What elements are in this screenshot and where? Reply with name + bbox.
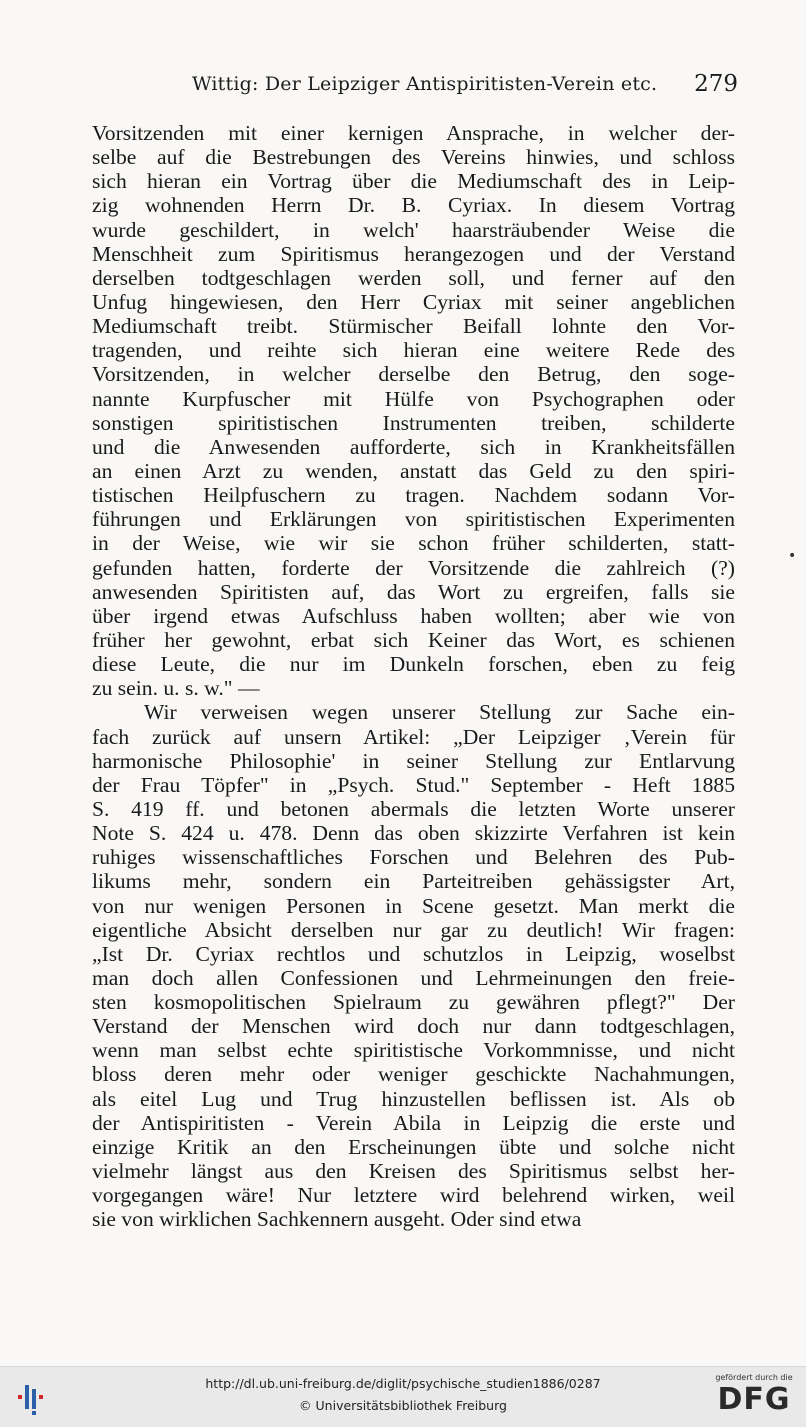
text-line: Vorsitzenden, in welcher derselbe den Betrug, den soge- xyxy=(92,362,735,387)
paragraph-2 xyxy=(92,700,735,1231)
dfg-logo-text: DFG xyxy=(717,1382,791,1417)
stray-mark: • xyxy=(788,548,797,564)
text-line: vorgegangen wäre! Nur letztere wird belehrend wirken, weil xyxy=(92,1183,735,1208)
footer-copyright: © Universitätsbibliothek Freiburg xyxy=(299,1398,507,1413)
text-line: derselben todtgeschlagen werden soll, und ferner auf den xyxy=(92,265,735,290)
text-line: sie von wirklichen Sachkennern ausgeht. Oder sind etwa xyxy=(92,1207,582,1232)
paragraph-1 xyxy=(92,121,735,700)
footer-bar xyxy=(0,1366,806,1427)
text-line: Menschheit zum Spiritismus herangezogen und der Verstand xyxy=(92,241,735,266)
text-line: selbe auf die Bestrebungen des Vereins hinwies, und schloss xyxy=(92,145,735,170)
text-line: über irgend etwas Aufschluss haben wollten; aber wie von xyxy=(92,603,735,628)
text-line: als eitel Lug und Trug hinzustellen beflissen ist. Als ob xyxy=(92,1086,735,1111)
text-line: gefunden hatten, forderte der Vorsitzende die zahlreich (?) xyxy=(92,555,735,580)
page-number: 279 xyxy=(694,71,738,97)
text-line: Unfug hingewiesen, den Herr Cyriax mit seiner angeblichen xyxy=(92,289,735,314)
text-line: an einen Arzt zu wenden, anstatt das Geld zu den spiri- xyxy=(92,458,735,483)
text-line: anwesenden Spiritisten auf, das Wort zu ergreifen, falls sie xyxy=(92,579,735,604)
text-line: Vorsitzenden mit einer kernigen Ansprache, in welcher der- xyxy=(92,121,735,145)
text-line: „Ist Dr. Cyriax rechtlos und schutzlos in Leipzig, woselbst xyxy=(92,941,735,966)
text-line: von nur wenigen Personen in Scene gesetzt. Man merkt die xyxy=(92,893,735,918)
text-line: man doch allen Confessionen und Lehrmeinungen den freie- xyxy=(92,965,735,990)
text-line: sich hieran ein Vortrag über die Mediumschaft des in Leip- xyxy=(92,169,735,194)
text-line: bloss deren mehr oder weniger geschickte Nachahmungen, xyxy=(92,1062,735,1087)
text-line: früher her gewohnt, erbat sich Keiner das Wort, es schienen xyxy=(92,627,735,652)
text-line: der Frau Töpfer" in „Psych. Stud." September - Heft 1885 xyxy=(92,772,735,797)
text-line: wurde geschildert, in welch' haarsträubender Weise die xyxy=(92,217,735,242)
text-line: der Antispiritisten - Verein Abila in Leipzig die erste und xyxy=(92,1110,735,1135)
page-header xyxy=(60,73,740,103)
text-line: Wir verweisen wegen unserer Stellung zur Sache ein- xyxy=(144,700,735,725)
text-line: ruhiges wissenschaftliches Forschen und Belehren des Pub- xyxy=(92,845,735,870)
text-line: einzige Kritik an den Erscheinungen übte und solche nicht xyxy=(92,1134,735,1159)
text-line: harmonische Philosophie' in seiner Stellung zur Entlarvung xyxy=(92,748,735,773)
text-line: S. 419 ff. und betonen abermals die letzten Worte unserer xyxy=(92,796,735,821)
body-text xyxy=(92,121,735,1231)
text-line: tistischen Heilpfuschern zu tragen. Nachdem sodann Vor- xyxy=(92,483,735,508)
text-line: likums mehr, sondern ein Parteitreiben gehässigster Art, xyxy=(92,869,735,894)
text-line: nannte Kurpfuscher mit Hülfe von Psychographen oder xyxy=(92,386,735,411)
text-line: diese Leute, die nur im Dunkeln forschen, eben zu feig xyxy=(92,652,735,677)
dfg-caption: gefördert durch die xyxy=(715,1373,793,1382)
text-line: führungen und Erklärungen von spiritistischen Experimenten xyxy=(92,507,735,532)
text-line: zig wohnenden Herrn Dr. B. Cyriax. In diesem Vortrag xyxy=(92,193,735,218)
text-line: sten kosmopolitischen Spielraum zu gewähren pflegt?" Der xyxy=(92,990,735,1015)
text-line: Mediumschaft treibt. Stürmischer Beifall lohnte den Vor- xyxy=(92,314,735,339)
text-line: sonstigen spiritistischen Instrumenten treiben, schilderte xyxy=(92,410,735,435)
text-line: vielmehr längst aus den Kreisen des Spiritismus selbst her- xyxy=(92,1159,735,1184)
text-line: fach zurück auf unsern Artikel: „Der Leipziger ‚Verein für xyxy=(92,724,735,749)
dfg-logo xyxy=(712,1373,796,1423)
text-line: zu sein. u. s. w." — xyxy=(92,676,260,701)
text-line: tragenden, und reihte sich hieran eine weitere Rede des xyxy=(92,338,735,363)
text-line: wenn man selbst echte spiritistische Vorkommnisse, und nicht xyxy=(92,1038,735,1063)
running-title: Wittig: Der Leipziger Antispiritisten-Verein etc. xyxy=(192,73,658,95)
text-line: und die Anwesenden aufforderte, sich in Krankheitsfällen xyxy=(92,434,735,459)
text-line: Note S. 424 u. 478. Denn das oben skizzirte Verfahren ist kein xyxy=(92,821,735,846)
text-line: Verstand der Menschen wird doch nur dann todtgeschlagen, xyxy=(92,1014,735,1039)
text-line: in der Weise, wie wir sie schon früher schilderten, statt- xyxy=(92,531,735,556)
text-line: eigentliche Absicht derselben nur gar zu deutlich! Wir fragen: xyxy=(92,917,735,942)
footer-url-link[interactable]: http://dl.ub.uni-freiburg.de/diglit/psychische_studien1886/0287 xyxy=(205,1376,601,1391)
